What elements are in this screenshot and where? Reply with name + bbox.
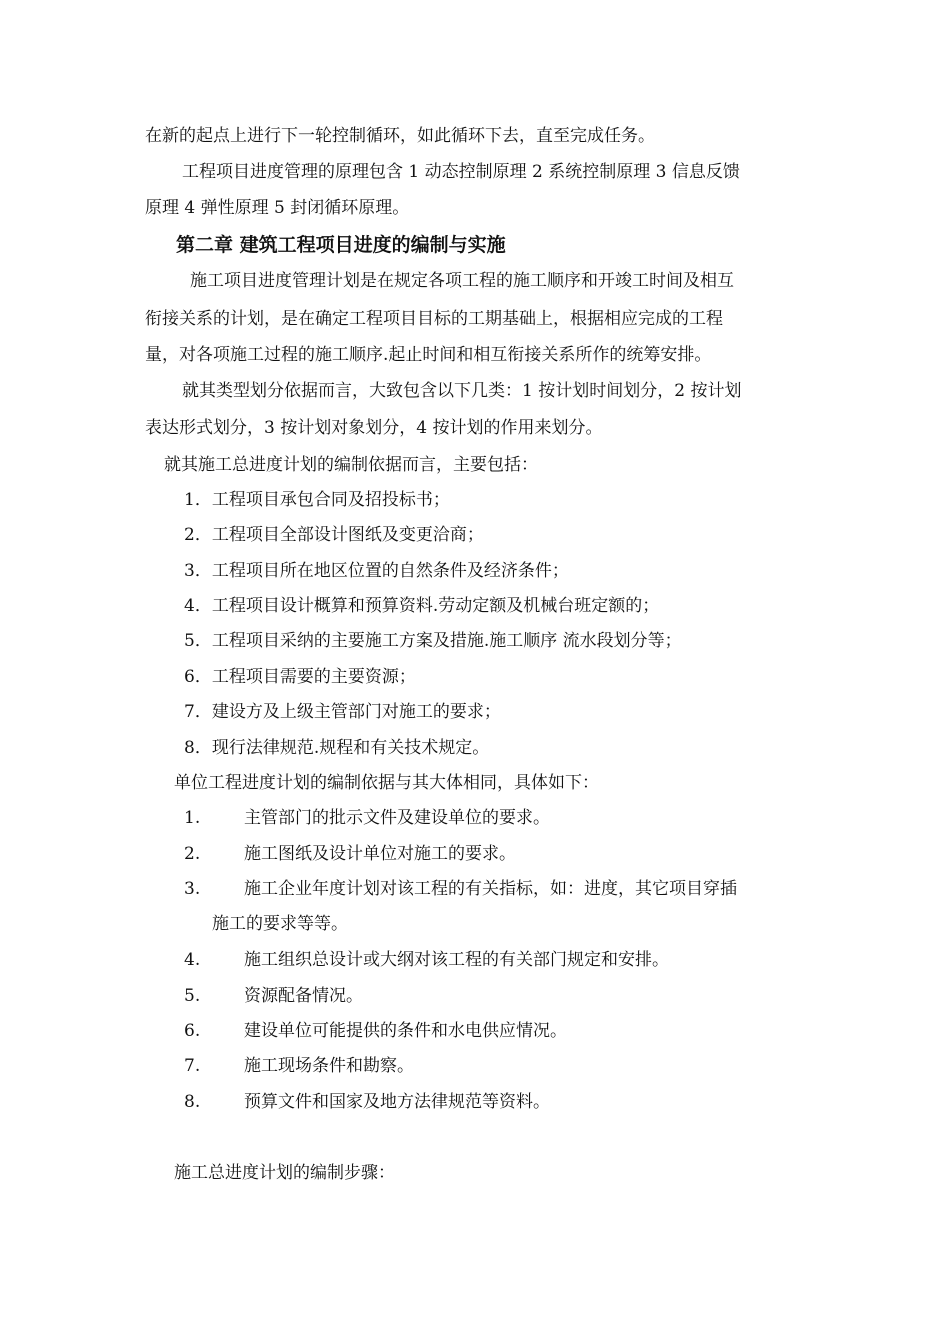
list-item: 2．工程项目全部设计图纸及变更洽商； (184, 525, 484, 545)
list-item-continuation: 施工的要求等等。 (212, 914, 348, 934)
list-item: 4. 施工组织总设计或大纲对该工程的有关部门规定和安排。 (184, 950, 669, 970)
list-item: 8．现行法律规范.规程和有关技术规定。 (184, 738, 490, 758)
principles-line-1: 工程项目进度管理的原理包含 1 动态控制原理 2 系统控制原理 3 信息反馈 (182, 162, 740, 182)
list-item: 6. 建设单位可能提供的条件和水电供应情况。 (184, 1021, 567, 1041)
list-item: 4．工程项目设计概算和预算资料.劳动定额及机械台班定额的； (184, 596, 660, 616)
plan-definition-line-2: 衔接关系的计划，是在确定工程项目目标的工期基础上，根据相应完成的工程 (145, 309, 723, 329)
list-item: 1．工程项目承包合同及招投标书； (184, 490, 450, 510)
list-item: 5．工程项目采纳的主要施工方案及措施.施工顺序 流水段划分等； (184, 631, 682, 651)
unit-basis-intro: 单位工程进度计划的编制依据与其大体相同，具体如下： (174, 773, 599, 793)
list-item: 3．工程项目所在地区位置的自然条件及经济条件； (184, 561, 569, 581)
principles-line-2: 原理 4 弹性原理 5 封闭循环原理。 (145, 198, 410, 218)
list-item: 8. 预算文件和国家及地方法律规范等资料。 (184, 1092, 550, 1112)
plan-types-line-2: 表达形式划分，3 按计划对象划分，4 按计划的作用来划分。 (145, 418, 603, 438)
list-item: 7．建设方及上级主管部门对施工的要求； (184, 702, 501, 722)
list-item: 3. 施工企业年度计划对该工程的有关指标，如：进度，其它项目穿插 (184, 879, 737, 899)
list-item: 2. 施工图纸及设计单位对施工的要求。 (184, 844, 516, 864)
chapter-title: 第二章 建筑工程项目进度的编制与实施 (176, 234, 506, 256)
general-basis-intro: 就其施工总进度计划的编制依据而言，主要包括： (164, 455, 538, 475)
list-item: 5. 资源配备情况。 (184, 986, 363, 1006)
plan-definition-line-1: 施工项目进度管理计划是在规定各项工程的施工顺序和开竣工时间及相互 (190, 271, 734, 291)
list-item: 6．工程项目需要的主要资源； (184, 667, 416, 687)
plan-types-line-1: 就其类型划分依据而言，大致包含以下几类：1 按计划时间划分，2 按计划 (182, 381, 742, 401)
list-item: 7. 施工现场条件和勘察。 (184, 1056, 414, 1076)
plan-definition-line-3: 量，对各项施工过程的施工顺序.起止时间和相互衔接关系所作的统筹安排。 (145, 345, 712, 365)
steps-intro: 施工总进度计划的编制步骤： (174, 1163, 395, 1183)
list-item: 1. 主管部门的批示文件及建设单位的要求。 (184, 808, 550, 828)
paragraph-continuation: 在新的起点上进行下一轮控制循环，如此循环下去，直至完成任务。 (145, 126, 655, 146)
